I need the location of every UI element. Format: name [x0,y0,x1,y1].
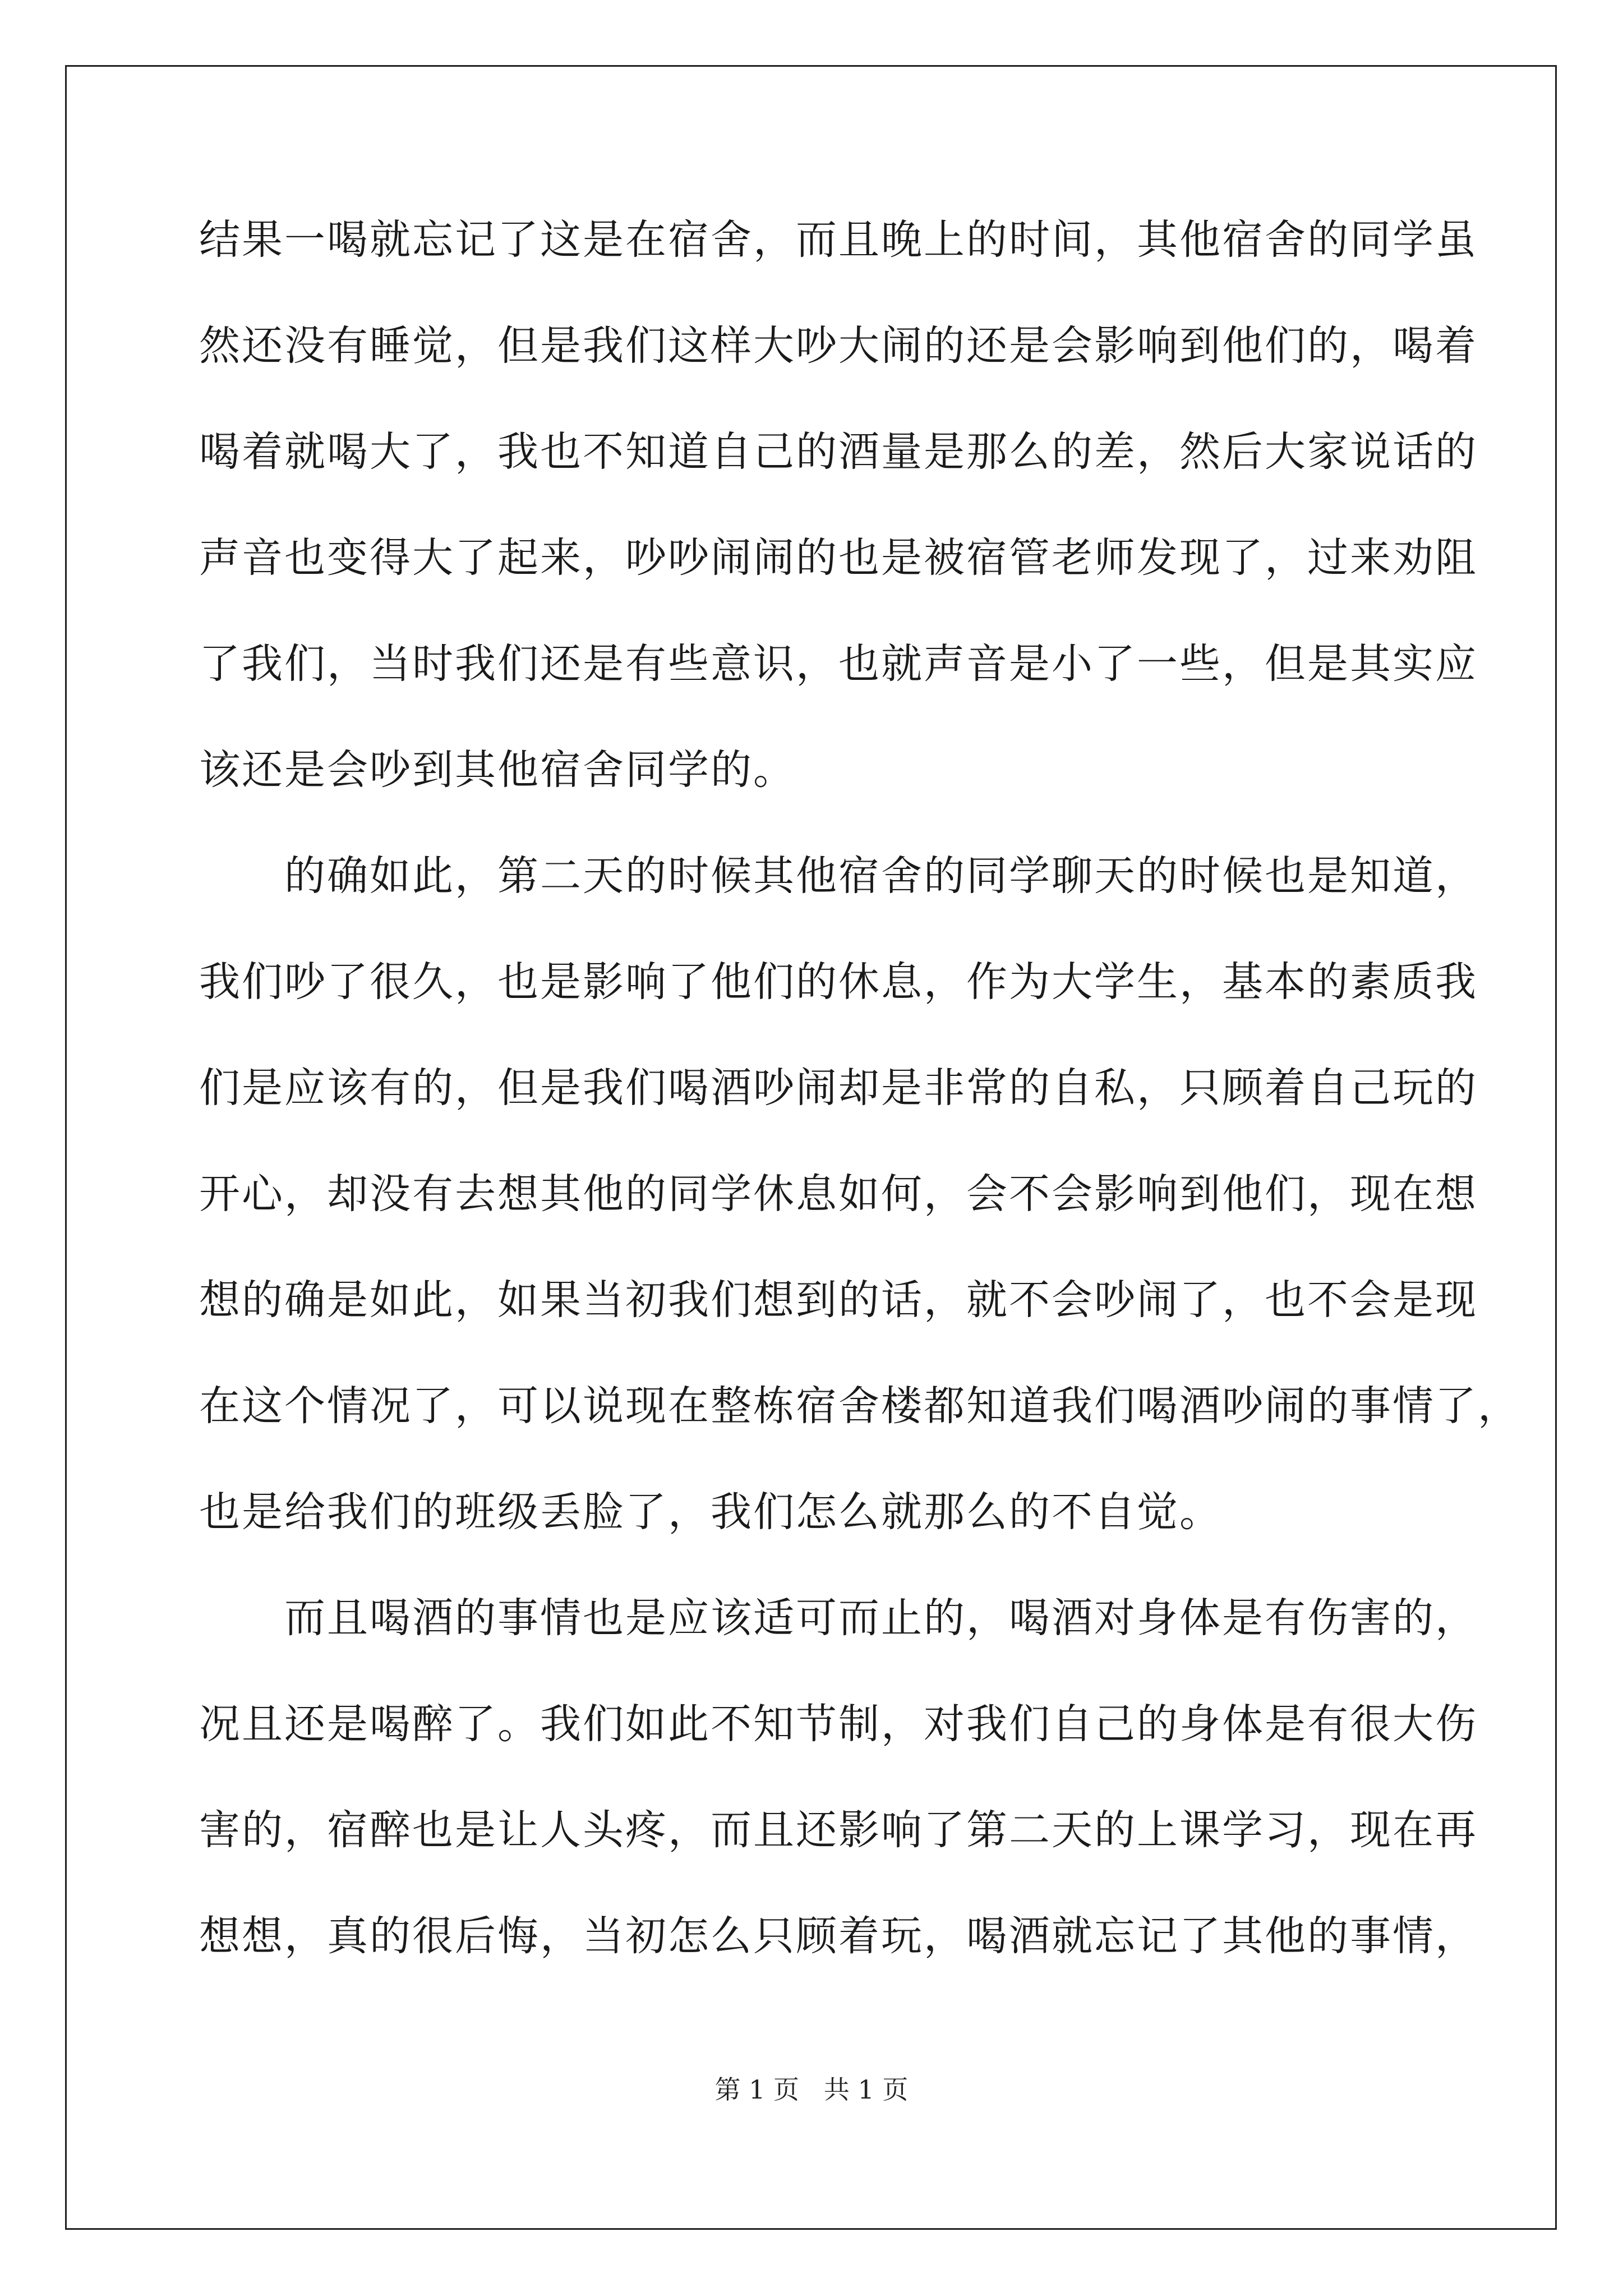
text-line: 喝着就喝大了，我也不知道自己的酒量是那么的差，然后大家说话的 [199,428,1478,476]
text-line: 也是给我们的班级丢脸了，我们怎么就那么的不自觉。 [199,1488,1222,1536]
page-footer: 第 1 页 共 1 页 [714,2074,909,2105]
text-line: 害的，宿醉也是让人头疼，而且还影响了第二天的上课学习，现在再 [199,1806,1478,1854]
text-line: 况且还是喝醉了。我们如此不知节制，对我们自己的身体是有很大伤 [199,1700,1478,1748]
text-line: 我们吵了很久，也是影响了他们的休息，作为大学生，基本的素质我 [199,958,1478,1006]
text-line: 该还是会吵到其他宿舍同学的。 [199,746,796,794]
text-line: 而且喝酒的事情也是应该适可而止的，喝酒对身体是有伤害的， [199,1594,1478,1642]
text-line: 了我们，当时我们还是有些意识，也就声音是小了一些，但是其实应 [199,640,1478,688]
text-line: 们是应该有的，但是我们喝酒吵闹却是非常的自私，只顾着自己玩的 [199,1064,1478,1112]
text-line: 的确如此，第二天的时候其他宿舍的同学聊天的时候也是知道， [199,852,1478,900]
text-line: 开心，却没有去想其他的同学休息如何，会不会影响到他们，现在想 [199,1170,1478,1218]
text-line: 结果一喝就忘记了这是在宿舍，而且晚上的时间，其他宿舍的同学虽 [199,216,1478,264]
document-body [199,206,1520,2009]
text-line: 然还没有睡觉，但是我们这样大吵大闹的还是会影响到他们的，喝着 [199,322,1478,370]
text-line: 想的确是如此，如果当初我们想到的话，就不会吵闹了，也不会是现 [199,1276,1478,1324]
text-line: 声音也变得大了起来，吵吵闹闹的也是被宿管老师发现了，过来劝阻 [199,534,1478,582]
text-line: 在这个情况了，可以说现在整栋宿舍楼都知道我们喝酒吵闹的事情了， [199,1382,1520,1430]
text-line: 想想，真的很后悔，当初怎么只顾着玩，喝酒就忘记了其他的事情， [199,1912,1478,1960]
